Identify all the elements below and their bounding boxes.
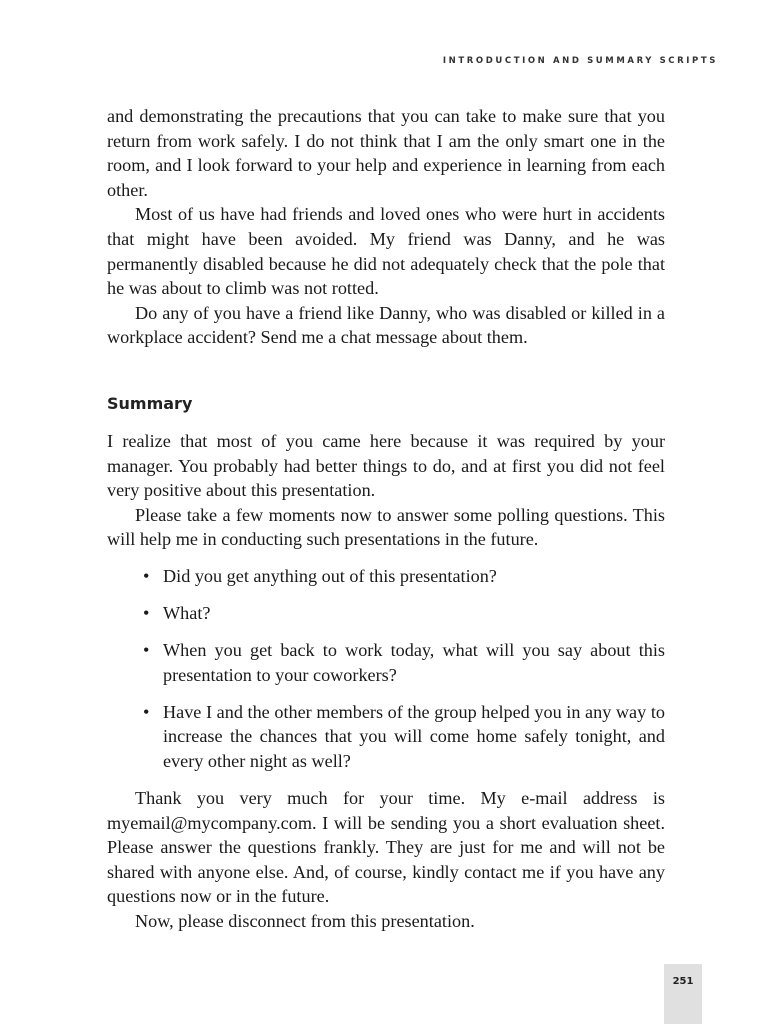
page-number: 251 bbox=[672, 976, 694, 987]
poll-question-text: Have I and the other members of the group helped you in any way to increase the chances that you will come home safely tonight, and every other night as well? bbox=[163, 701, 665, 771]
bullet-icon: • bbox=[143, 701, 150, 722]
bullet-icon: • bbox=[143, 640, 150, 661]
closing-paragraph: Now, please disconnect from this presentation. bbox=[135, 911, 475, 932]
bullet-icon: • bbox=[143, 603, 150, 623]
summary-paragraph: I realize that most of you came here because it was required by your manager. You probably had better things to do, and at first you did not feel very positive about this presentation. bbox=[107, 430, 665, 501]
list-item bbox=[143, 601, 665, 626]
list-item bbox=[143, 700, 665, 774]
summary-paragraph: Please take a few moments now to answer some polling questions. This will help me in conducting such presentations in the future. bbox=[107, 504, 665, 550]
section-heading-summary: Summary bbox=[107, 393, 193, 413]
list-item bbox=[143, 638, 665, 687]
intro-paragraph: and demonstrating the precautions that you can take to make sure that you return from work safely. I do not think that I am the only smart one in the room, and I look forward to your help and experience in learning from each other. bbox=[107, 106, 665, 200]
poll-question-text: Did you get anything out of this presentation? bbox=[163, 565, 497, 586]
body-text bbox=[107, 104, 665, 934]
list-item bbox=[143, 564, 665, 589]
bullet-icon: • bbox=[143, 565, 150, 586]
intro-paragraph: Do any of you have a friend like Danny, who was disabled or killed in a workplace accident? Send me a chat message about them. bbox=[107, 302, 665, 348]
page-number-tab bbox=[664, 964, 702, 1024]
running-head: INTRODUCTION AND SUMMARY SCRIPTS bbox=[442, 56, 718, 66]
poll-question-text: When you get back to work today, what will you say about this presentation to your coworkers? bbox=[163, 640, 665, 685]
closing-paragraph: Thank you very much for your time. My e-mail address is myemail@mycompany.com. I will be sending you a short evaluation sheet. Please answer the questions frankly. They are just for me and will not be shared with anyone else. And, of course, kindly contact me if you have any questions now or in the future. bbox=[107, 788, 665, 907]
poll-question-text: What? bbox=[163, 603, 211, 623]
poll-question-list bbox=[107, 564, 665, 774]
intro-paragraph: Most of us have had friends and loved ones who were hurt in accidents that might have been avoided. My friend was Danny, and he was permanently disabled because he did not adequately check that the pole that he was about to climb was not rotted. bbox=[107, 204, 665, 299]
